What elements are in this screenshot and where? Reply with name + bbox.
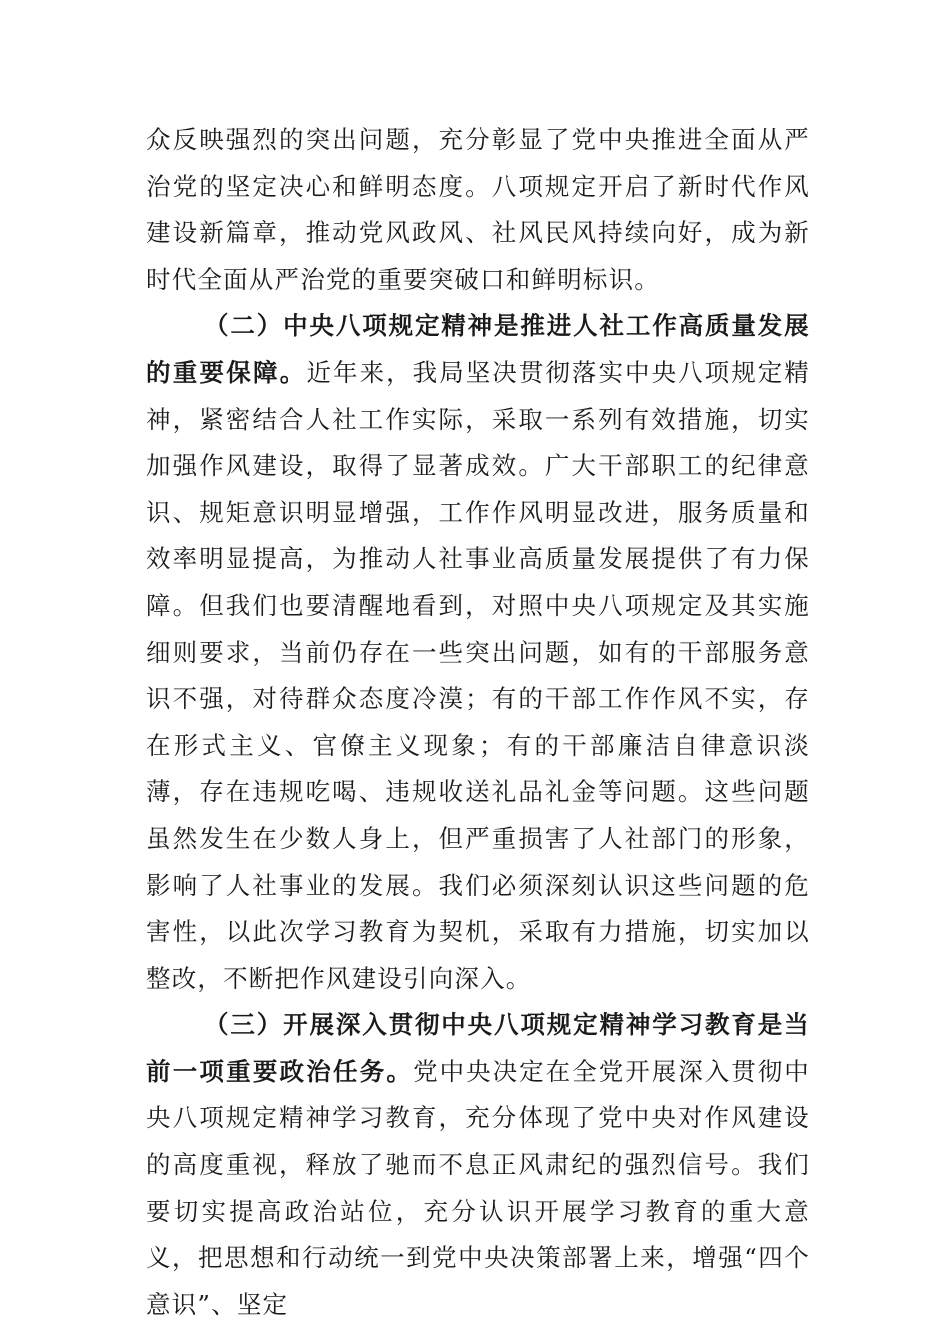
paragraph-2-body: 近年来，我局坚决贯彻落实中央八项规定精神，紧密结合人社工作实际，采取一系列有效措施，切实加强作风建设，取得了显著成效。广大干部职工的纪律意识、规矩意识明显增强，工作作风明显改进，服务质量和效率明显提高，为推动人社事业高质量发展提供了有力保障。但我们也要清醒地看到，对照中央八项规定及其实施细则要求，当前仍存在一些突出问题，如有的干部服务意识不强，对待群众态度冷漠；有的干部工作作风不实，存在形式主义、官僚主义现象；有的干部廉洁自律意识淡薄，存在违规吃喝、违规收送礼品礼金等问题。这些问题虽然发生在少数人身上，但严重损害了人社部门的形象，影响了人社事业的发展。我们必须深刻认识这些问题的危害性，以此次学习教育为契机，采取有力措施，切实加以整改，不断把作风建设引向深入。 bbox=[146, 357, 810, 993]
paragraph-3-heading: （三）开展深入贯彻中央八项规定精神学习教育是当前一项重要政治任务。 bbox=[146, 1010, 810, 1086]
paragraph-1-text: 众反映强烈的突出问题，充分彰显了党中央推进全面从严治党的坚定决心和鲜明态度。八项规定开启了新时代作风建设新篇章，推动党风政风、社风民风持续向好，成为新时代全面从严治党的重要突破口和鲜明标识。 bbox=[146, 125, 810, 294]
document-body bbox=[146, 117, 810, 1328]
paragraph-2 bbox=[146, 303, 810, 1002]
paragraph-3 bbox=[146, 1002, 810, 1328]
paragraph-1 bbox=[146, 117, 810, 303]
paragraph-3-body: 党中央决定在全党开展深入贯彻中央八项规定精神学习教育，充分体现了党中央对作风建设的高度重视，释放了驰而不息正风肃纪的强烈信号。我们要切实提高政治站位，充分认识开展学习教育的重大意义，把思想和行动统一到党中央决策部署上来，增强“四个意识”、坚定 bbox=[146, 1056, 810, 1319]
paragraph-2-heading: （二）中央八项规定精神是推进人社工作高质量发展的重要保障。 bbox=[146, 311, 810, 387]
